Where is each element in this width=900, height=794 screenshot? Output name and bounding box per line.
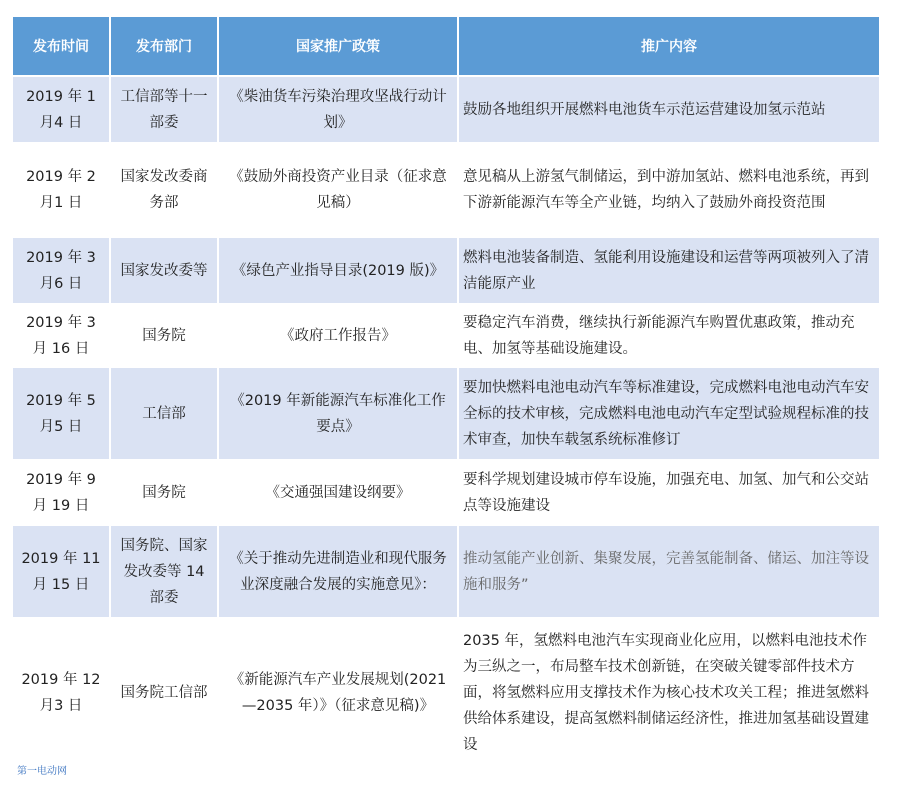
cell-content: 2035 年，氢燃料电池汽车实现商业化应用，以燃料电池技术作为三纵之一，布局整车技术创新链，在突破关键零部件技术方面，将氢燃料应用支撑技术作为核心技术攻关工程；推进氢燃料供给体系建设，提高氢燃料制储运经济性，推进加氢基础设置建设 <box>458 618 879 766</box>
cell-content: 要科学规划建设城市停车设施，加强充电、加氢、加气和公交站点等设施建设 <box>458 460 879 525</box>
cell-policy: 《关于推动先进制造业和现代服务业深度融合发展的实施意见》： <box>218 525 458 618</box>
cell-dept: 工信部等十一部委 <box>110 76 218 143</box>
cell-policy: 《政府工作报告》 <box>218 304 458 367</box>
cell-content: 意见稿从上游氢气制储运，到中游加氢站、燃料电池系统，再到下游新能源汽车等全产业链，均纳入了鼓励外商投资范围 <box>458 143 879 237</box>
cell-dept: 国家发改委商务部 <box>110 143 218 237</box>
cell-date: 2019 年 1 月4 日 <box>13 76 110 143</box>
policy-table <box>13 17 879 766</box>
table-row <box>13 304 879 367</box>
header-row <box>13 17 879 76</box>
cell-date: 2019 年 2 月1 日 <box>13 143 110 237</box>
header-dept: 发布部门 <box>110 17 218 76</box>
cell-content: 推动氢能产业创新、集聚发展，完善氢能制备、储运、加注等设施和服务” <box>458 525 879 618</box>
table-row <box>13 460 879 525</box>
cell-policy: 《绿色产业指导目录(2019 版)》 <box>218 237 458 304</box>
cell-date: 2019 年 9 月 19 日 <box>13 460 110 525</box>
cell-date: 2019 年 11 月 15 日 <box>13 525 110 618</box>
table-row <box>13 618 879 766</box>
cell-dept: 国家发改委等 <box>110 237 218 304</box>
table-row <box>13 76 879 143</box>
table-row <box>13 525 879 618</box>
header-policy: 国家推广政策 <box>218 17 458 76</box>
table-row <box>13 143 879 237</box>
cell-policy: 《新能源汽车产业发展规划(2021—2035 年）》（征求意见稿)》 <box>218 618 458 766</box>
cell-policy: 《2019 年新能源汽车标准化工作要点》 <box>218 367 458 460</box>
cell-dept: 工信部 <box>110 367 218 460</box>
cell-dept: 国务院 <box>110 304 218 367</box>
cell-dept: 国务院、国家发改委等 14 部委 <box>110 525 218 618</box>
cell-content: 燃料电池装备制造、氢能利用设施建设和运营等两项被列入了清洁能原产业 <box>458 237 879 304</box>
table-row <box>13 237 879 304</box>
cell-date: 2019 年 12 月3 日 <box>13 618 110 766</box>
cell-date: 2019 年 5 月5 日 <box>13 367 110 460</box>
cell-policy: 《鼓励外商投资产业目录（征求意见稿） <box>218 143 458 237</box>
cell-dept: 国务院工信部 <box>110 618 218 766</box>
cell-policy: 《柴油货车污染治理攻坚战行动计划》 <box>218 76 458 143</box>
watermark: 第一电动网 <box>17 766 67 777</box>
table-row <box>13 367 879 460</box>
cell-content: 要加快燃料电池电动汽车等标准建设，完成燃料电池电动汽车安全标的技术审核，完成燃料电池电动汽车定型试验规程标准的技术审查，加快车载氢系统标准修订 <box>458 367 879 460</box>
cell-date: 2019 年 3 月6 日 <box>13 237 110 304</box>
cell-policy: 《交通强国建设纲要》 <box>218 460 458 525</box>
cell-date: 2019 年 3 月 16 日 <box>13 304 110 367</box>
cell-dept: 国务院 <box>110 460 218 525</box>
cell-content: 要稳定汽车消费，继续执行新能源汽车购置优惠政策，推动充电、加氢等基础设施建设。 <box>458 304 879 367</box>
header-content: 推广内容 <box>458 17 879 76</box>
header-date: 发布时间 <box>13 17 110 76</box>
cell-content: 鼓励各地组织开展燃料电池货车示范运营建设加氢示范站 <box>458 76 879 143</box>
